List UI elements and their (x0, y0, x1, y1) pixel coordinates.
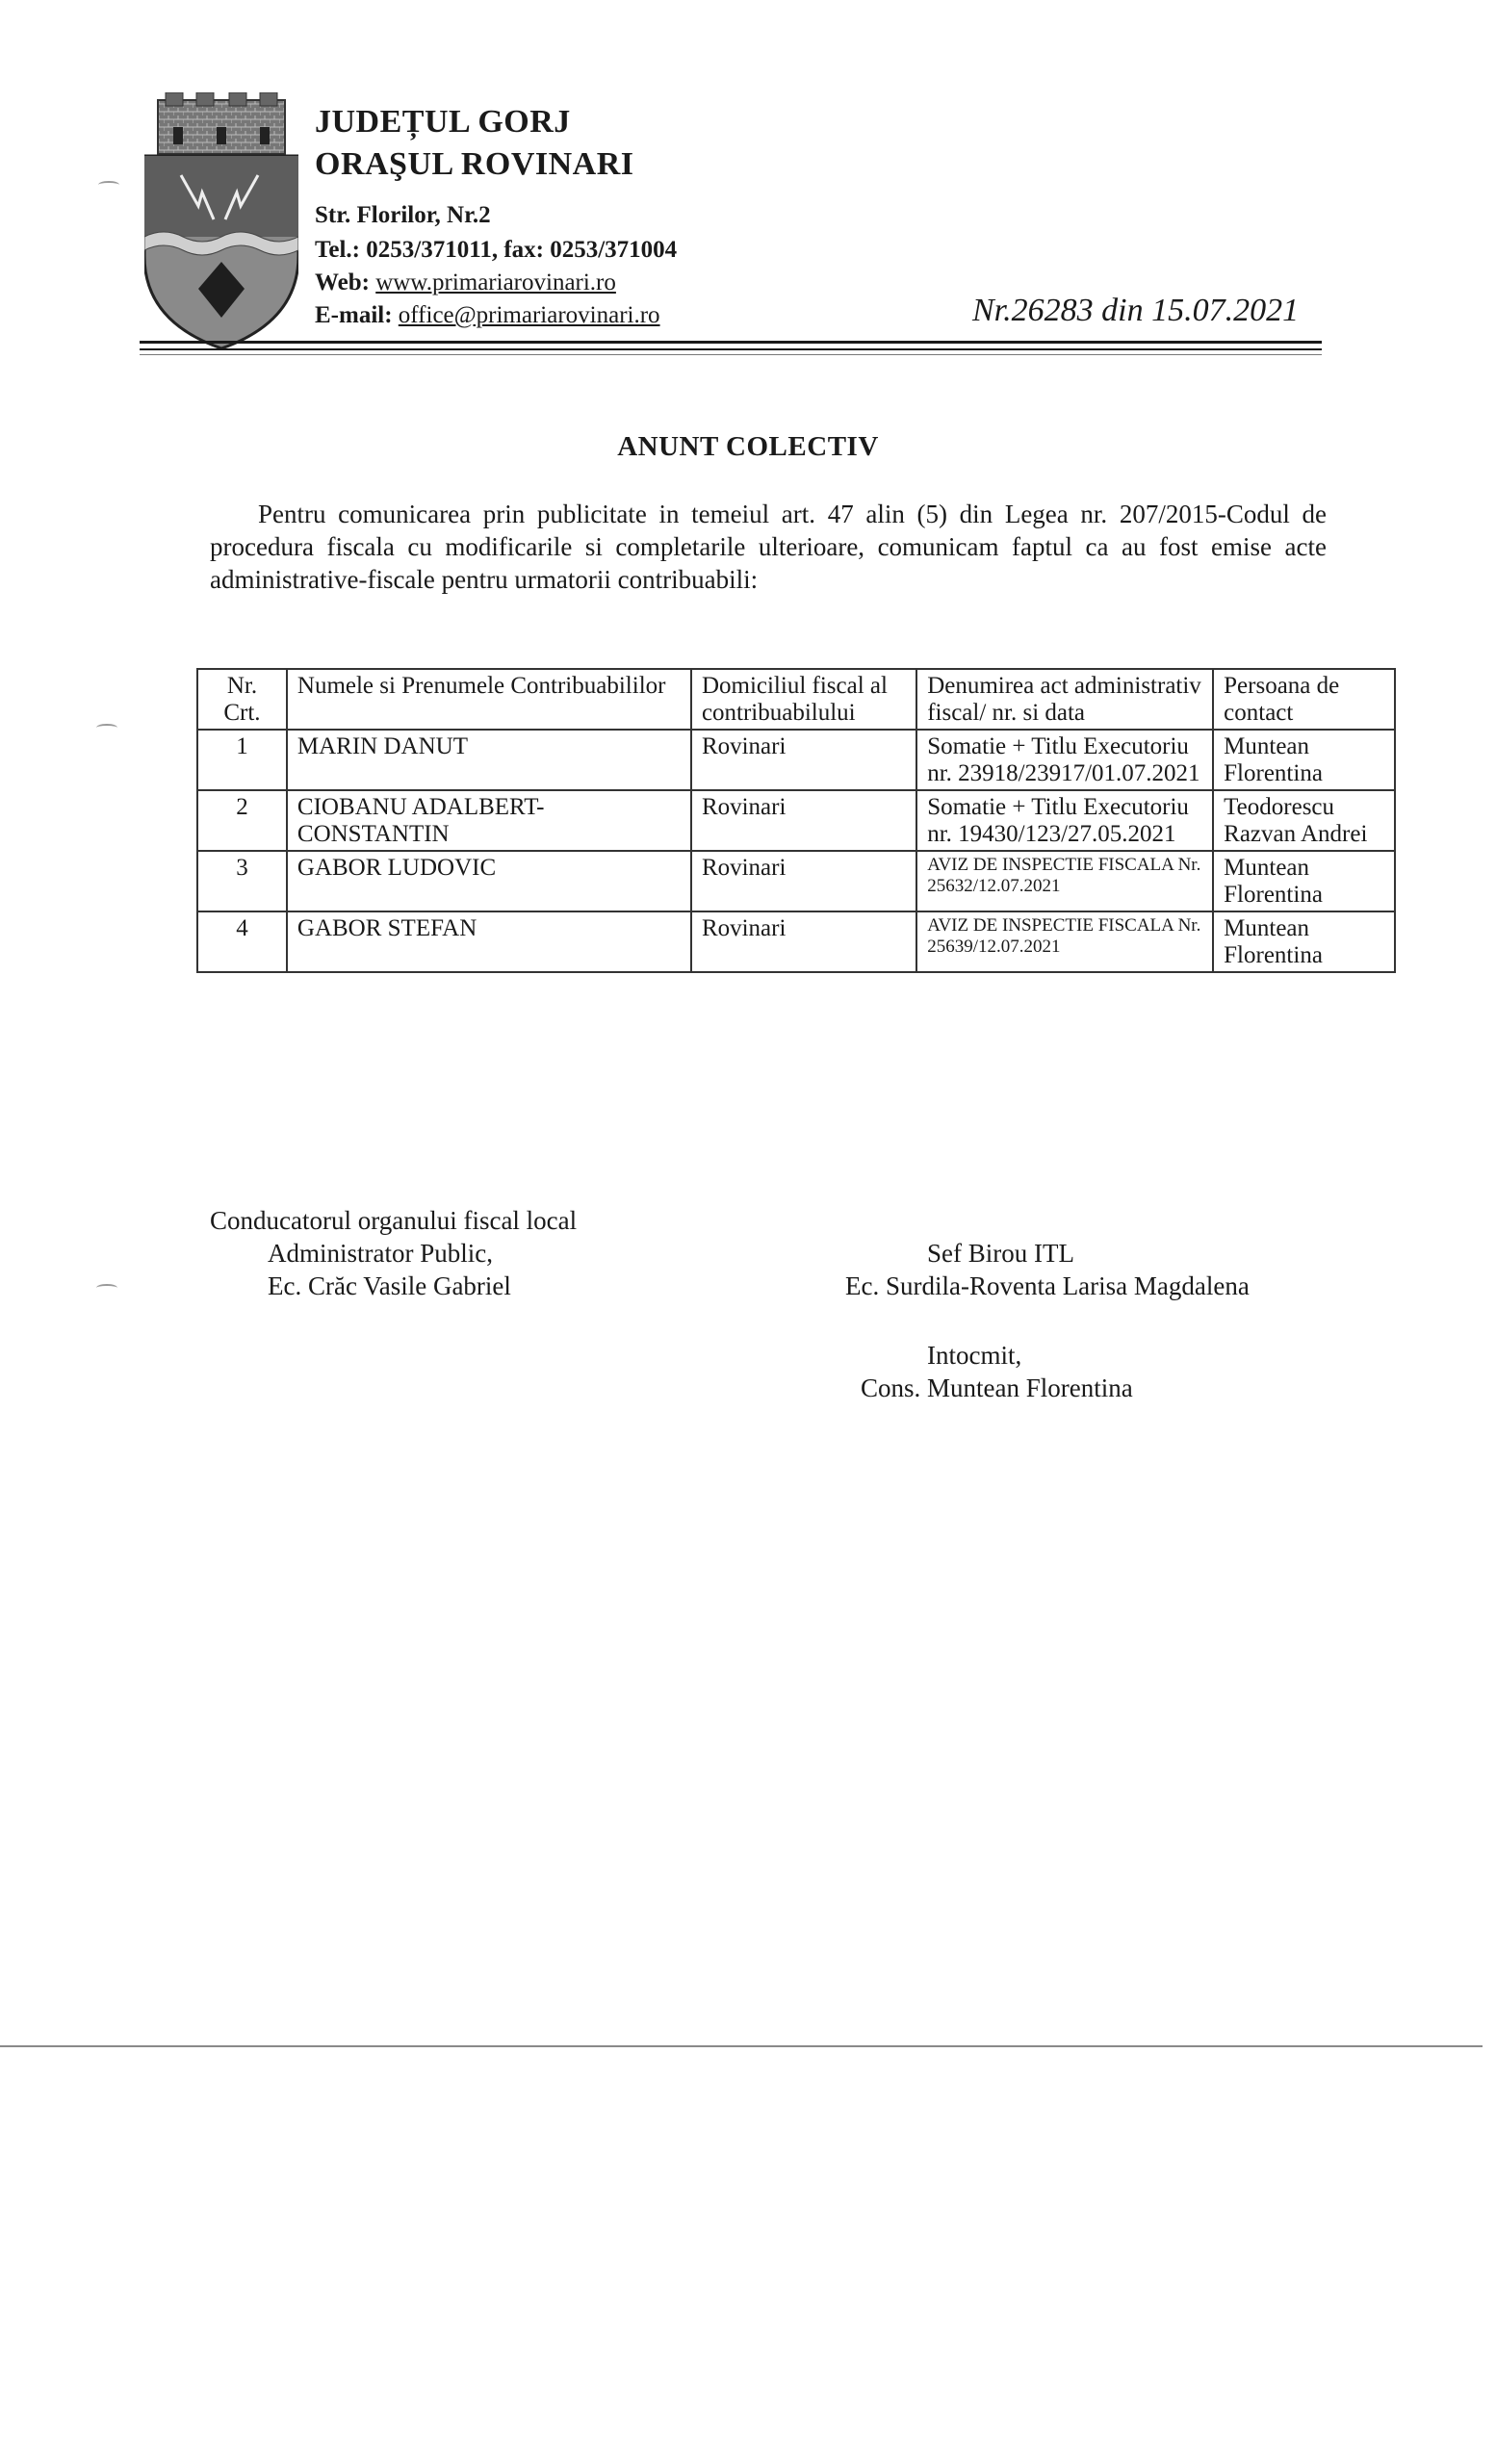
intro-paragraph: Pentru comunicarea prin publicitate in temeiul art. 47 alin (5) din Legea nr. 207/2015-Codul de procedura fiscala cu modificarile si completarile ulterioare, comunicam faptul ca au fost emise acte administrative-fiscale pentru urmatorii contribuabili: (210, 500, 1327, 594)
cell-act: Somatie + Titlu Executoriu nr. 23918/23917/01.07.2021 (916, 730, 1213, 790)
cell-act: Somatie + Titlu Executoriu nr. 19430/123/27.05.2021 (916, 790, 1213, 851)
email-line (315, 302, 660, 329)
left-signature-name: Ec. Crăc Vasile Gabriel (268, 1271, 511, 1300)
phone-label: Tel.: (315, 237, 360, 263)
cell-contact: Teodorescu Razvan Andrei (1213, 790, 1395, 851)
county-name: JUDEȚUL GORJ (315, 104, 571, 140)
header-domicile: Domiciliul fiscal al contribuabilului (691, 669, 916, 730)
page-title: ANUNT COLECTIV (617, 431, 879, 462)
right-signature-name: Ec. Surdila-Roventa Larisa Magdalena (845, 1271, 1250, 1300)
header-name: Numele si Prenumele Contribuabililor (287, 669, 691, 730)
scan-mark (98, 181, 119, 189)
cell-nr: 4 (197, 911, 287, 972)
document-number: Nr.26283 din 15.07.2021 (972, 293, 1300, 328)
cell-domicile: Rovinari (691, 790, 916, 851)
cell-name: MARIN DANUT (287, 730, 691, 790)
coat-of-arms-icon (144, 92, 298, 350)
table-row (197, 790, 1395, 851)
scan-mark (96, 724, 117, 732)
cell-domicile: Rovinari (691, 730, 916, 790)
cell-nr: 3 (197, 851, 287, 911)
cell-contact: Muntean Florentina (1213, 911, 1395, 972)
email-link[interactable]: office@primariarovinari.ro (398, 302, 660, 328)
web-line (315, 270, 616, 296)
cell-name: CIOBANU ADALBERT-CONSTANTIN (287, 790, 691, 851)
header-act: Denumirea act administrativ fiscal/ nr. si data (916, 669, 1213, 730)
header-contact: Persoana de contact (1213, 669, 1395, 730)
header-nr: Nr. Crt. (197, 669, 287, 730)
cell-nr: 1 (197, 730, 287, 790)
table-row (197, 851, 1395, 911)
prepared-by-role: Intocmit, (927, 1341, 1022, 1370)
web-label: Web: (315, 270, 370, 295)
table-header-row (197, 669, 1395, 730)
header-rule (140, 341, 1322, 344)
phone-line (315, 237, 677, 264)
prepared-by-name: Cons. Muntean Florentina (861, 1373, 1133, 1402)
scan-mark (96, 1284, 117, 1292)
table-row (197, 730, 1395, 790)
right-signature-role: Sef Birou ITL (927, 1239, 1074, 1268)
footer-rule (0, 2045, 1483, 2047)
cell-name: GABOR LUDOVIC (287, 851, 691, 911)
cell-act: AVIZ DE INSPECTIE FISCALA Nr. 25632/12.07.2021 (916, 851, 1213, 911)
left-signature-role: Administrator Public, (268, 1239, 493, 1268)
cell-domicile: Rovinari (691, 851, 916, 911)
town-name: ORAŞUL ROVINARI (315, 146, 634, 182)
cell-name: GABOR STEFAN (287, 911, 691, 972)
web-link[interactable]: www.primariarovinari.ro (375, 270, 616, 295)
table-row (197, 911, 1395, 972)
cell-contact: Muntean Florentina (1213, 851, 1395, 911)
left-signature-title: Conducatorul organului fiscal local (210, 1206, 578, 1235)
header-rule-second (140, 348, 1322, 350)
cell-domicile: Rovinari (691, 911, 916, 972)
cell-nr: 2 (197, 790, 287, 851)
phone-value: 0253/371011, fax: 0253/371004 (366, 237, 678, 263)
street-address: Str. Florilor, Nr.2 (315, 202, 491, 228)
cell-contact: Muntean Florentina (1213, 730, 1395, 790)
email-label: E-mail: (315, 302, 393, 328)
cell-act: AVIZ DE INSPECTIE FISCALA Nr. 25639/12.07.2021 (916, 911, 1213, 972)
header-rule-third (140, 354, 1322, 355)
contributors-table (196, 668, 1396, 973)
